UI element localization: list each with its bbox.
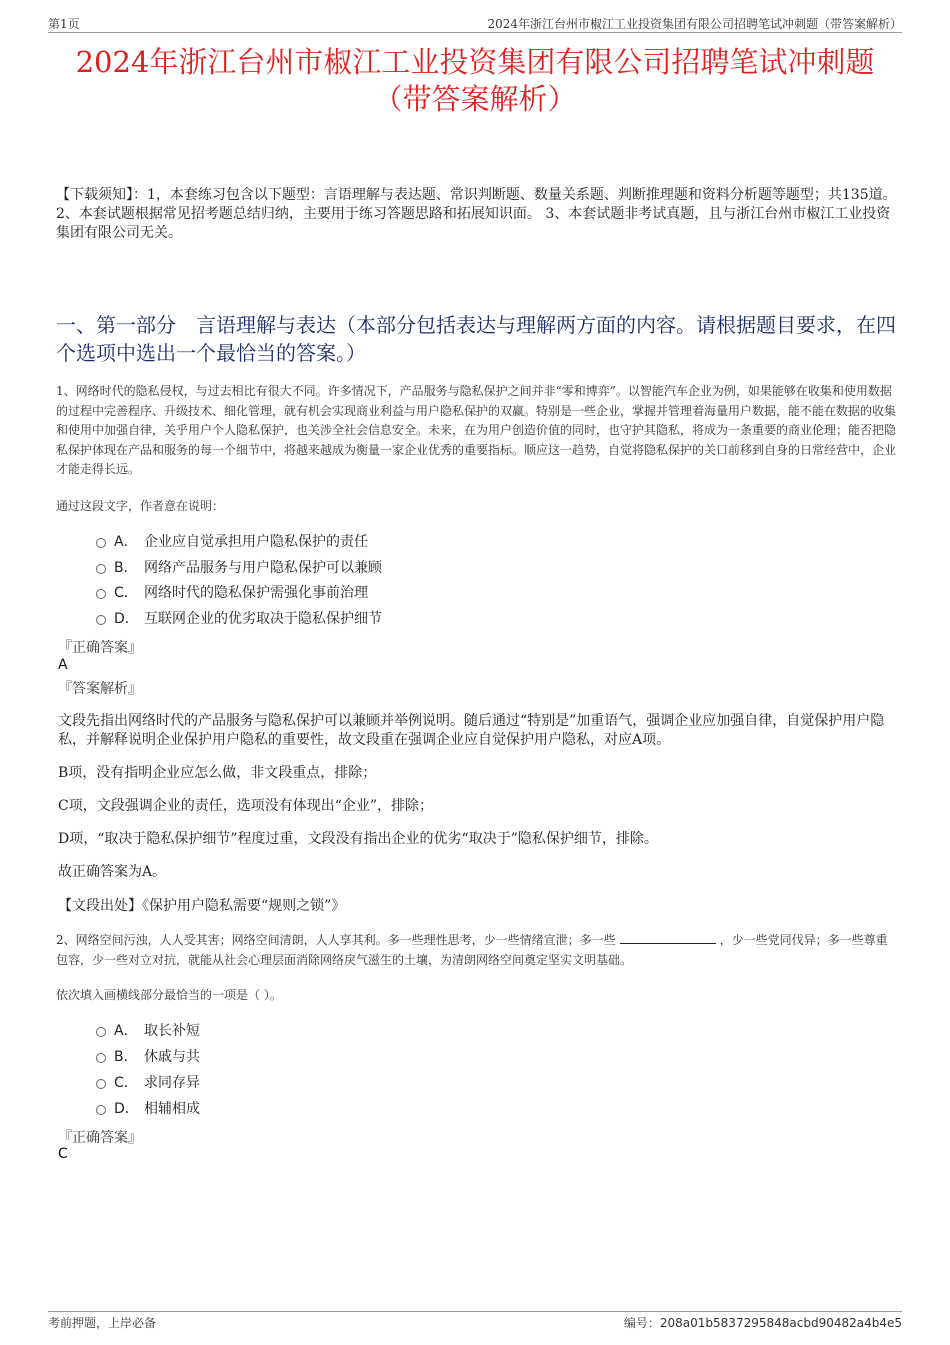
question-2-prompt: 依次填入画横线部分最恰当的一项是（ ）。 [56,988,282,1002]
download-notice: 【下载须知】：1，本套练习包含以下题型：言语理解与表达题、常识判断题、数量关系题、判断推理题和资料分析题等题型；共135道。 2、本套试题根据常见招考题总结归纳，主要用于练习答题思路和拓展知识面。 3、本套试题非考试真题，且与浙江台州市椒江工业投资集团有限公司无关。 [56,187,897,241]
question-2-stem-part-1: 2、网络空间污浊，人人受其害；网络空间清朗，人人享其利。多一些理性思考，少一些情绪宣泄；多一些 [56,933,616,947]
answer-value: C [58,1146,68,1162]
document-code-value: 208a01b5837295848acbd90482a4b4e5 [659,1316,902,1330]
question-1-stem: 1、网络时代的隐私侵权，与过去相比有很大不同。许多情况下，产品服务与隐私保护之间并非“零和博弈”。以智能汽车企业为例，如果能够在收集和使用数据的过程中完善程序、升级技术、细化管理，就有机会实现商业利益与用户隐私保护的双赢。特别是一些企业，掌握并管理着海量用户数据，能不能在数据的收集和使用中加强自律，关乎用户个人隐私保护，也关涉全社会信息安全。未来，在为用户创造价值的同时，也守护其隐私，将成为一条重要的商业伦理；能否把隐私保护体现在产品和服务的每一个细节中，将越来越成为衡量一家企业优秀的重要指标。顺应这一趋势，自觉将隐私保护的关口前移到自身的日常经营中，企业才能走得长远。 [56,384,897,476]
page-title [40,44,910,118]
radio-icon[interactable] [96,564,106,574]
option-text: 求同存异 [144,1075,200,1091]
radio-icon[interactable] [96,1027,106,1037]
fill-blank [620,933,716,944]
analysis-label: 『答案解析』 [58,681,142,697]
analysis-paragraph: D项，“取决于隐私保护细节”程度过重，文段没有指出企业的优劣“取决于”隐私保护细节，排除。 [58,831,658,847]
question-1-prompt: 通过这段文字，作者意在说明： [56,499,225,513]
title-line-2: （带答案解析） [373,82,577,116]
radio-icon[interactable] [96,615,106,625]
answer-value: A [58,657,68,673]
answer-label: 『正确答案』 [58,1130,142,1146]
option-text: 相辅相成 [144,1101,200,1117]
footer-divider [48,1311,902,1312]
option-text: 休戚与共 [144,1049,200,1065]
option-letter: D． [114,1101,139,1117]
option-text: 网络时代的隐私保护需强化事前治理 [144,585,368,601]
analysis-paragraph: 文段先指出网络时代的产品服务与隐私保护可以兼顾并举例说明。随后通过“特别是”加重语气，强调企业应加强自律，自觉保护用户隐私，并解释说明企业保护用户隐私的重要性，故文段重在强调企业应自觉保护用户隐私，对应A项。 [58,713,885,748]
answer-label: 『正确答案』 [58,640,142,656]
header-doc-title: 2024年浙江台州市椒江工业投资集团有限公司招聘笔试冲刺题（带答案解析） [487,17,902,31]
option-letter: A． [114,534,138,550]
option-text: 取长补短 [144,1023,200,1039]
document-code [624,1314,902,1331]
section-heading: 一、第一部分 言语理解与表达（本部分包括表达与理解两方面的内容。请根据题目要求，在四个选项中选出一个最恰当的答案。） [56,313,896,365]
analysis-paragraph: 故正确答案为A。 [58,864,167,880]
page-number: 第1页 [48,17,80,31]
document-code-label: 编号： [623,1316,660,1330]
header-divider [48,32,902,33]
radio-icon[interactable] [96,1079,106,1089]
option-text: 互联网企业的优劣取决于隐私保护细节 [144,611,382,627]
option-letter: A． [114,1023,138,1039]
footer-slogan: 考前押题，上岸必备 [48,1316,157,1330]
option-letter: C． [114,1075,138,1091]
option-letter: D． [114,611,139,627]
option-letter: C． [114,585,138,601]
analysis-paragraph: C项，文段强调企业的责任，选项没有体现出“企业”，排除； [58,798,434,814]
title-line-1: 2024年浙江台州市椒江工业投资集团有限公司招聘笔试冲刺题 [75,45,875,79]
source-citation: 【文段出处】《保护用户隐私需要“规则之锁”》 [58,898,346,914]
radio-icon[interactable] [96,1053,106,1063]
option-letter: B． [114,1049,138,1065]
radio-icon[interactable] [96,589,106,599]
question-2-stem-part-2: ，少一些党同伐异；多一些尊重包容，少一些对立对抗，就能从社会心理层面消除网络戾气滋生的土壤，为清朗网络空间奠定坚实文明基础。 [56,933,888,967]
radio-icon[interactable] [96,538,106,548]
option-letter: B． [114,560,138,576]
analysis-paragraph: B项，没有指明企业应怎么做，非文段重点，排除； [58,765,377,781]
option-text: 企业应自觉承担用户隐私保护的责任 [144,534,368,550]
question-2-stem [56,931,898,970]
option-text: 网络产品服务与用户隐私保护可以兼顾 [144,560,382,576]
radio-icon[interactable] [96,1105,106,1115]
